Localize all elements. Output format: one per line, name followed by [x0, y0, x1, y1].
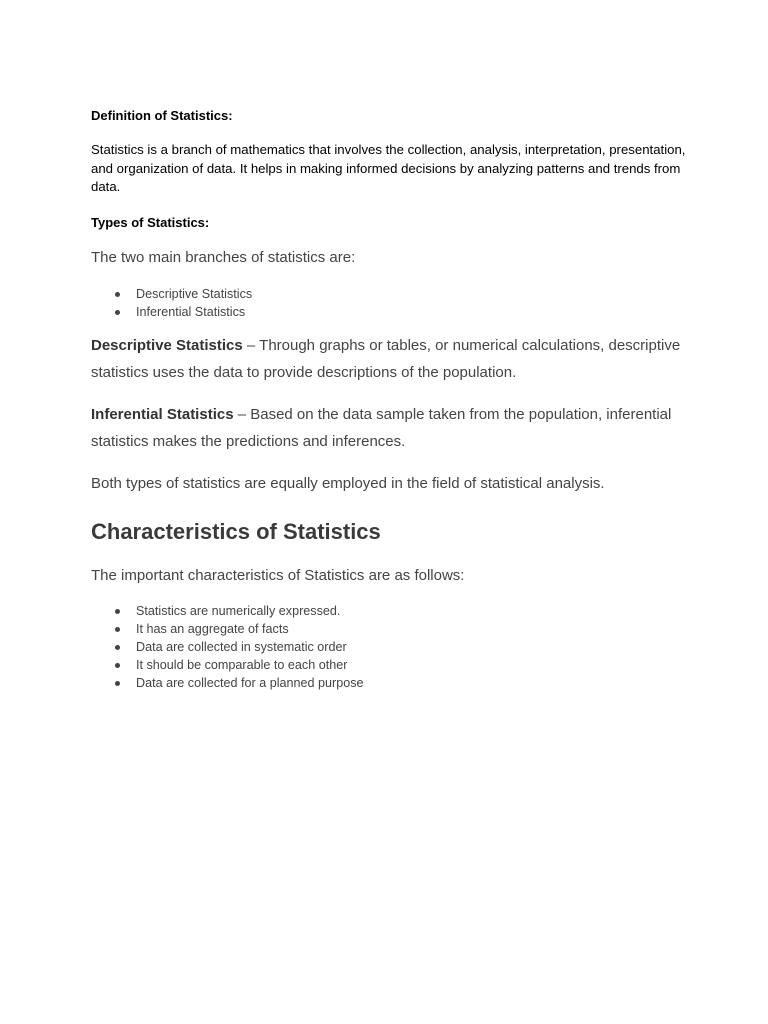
list-item: It has an aggregate of facts — [91, 620, 691, 638]
list-item: Data are collected in systematic order — [91, 638, 691, 656]
types-intro: The two main branches of statistics are: — [91, 248, 356, 266]
bullet-icon — [115, 292, 120, 297]
bullet-icon — [115, 645, 120, 650]
bullet-icon — [115, 310, 120, 315]
inferential-paragraph — [91, 401, 691, 455]
definition-text: Statistics is a branch of mathematics that involves the collection, analysis, interpretation, presentation, and organization of data. It helps in making informed decisions by analyzing patterns and trends from data. — [91, 142, 686, 194]
list-item: Statistics are numerically expressed. — [91, 602, 691, 620]
descriptive-term: Descriptive Statistics — [91, 336, 243, 354]
bullet-icon — [115, 627, 120, 632]
list-item: It should be comparable to each other — [91, 656, 691, 674]
bullet-icon — [115, 609, 120, 614]
descriptive-text: – Through graphs or tables, or numerical calculations, descriptive statistics uses the data to provide descriptions of the population. — [91, 336, 681, 381]
characteristics-intro: The important characteristics of Statistics are as follows: — [91, 566, 465, 584]
types-heading: Types of Statistics: — [91, 214, 210, 230]
list-item: Data are collected for a planned purpose — [91, 674, 691, 692]
bullet-icon — [115, 663, 120, 668]
characteristics-list — [91, 602, 691, 692]
list-item: Descriptive Statistics — [91, 285, 691, 303]
descriptive-paragraph — [91, 332, 691, 386]
characteristics-heading: Characteristics of Statistics — [91, 518, 381, 544]
closing-paragraph: Both types of statistics are equally employed in the field of statistical analysis. — [91, 474, 605, 492]
definition-heading: Definition of Statistics: — [91, 108, 233, 123]
inferential-text: – Based on the data sample taken from the population, inferential statistics makes the predictions and inferences. — [91, 405, 672, 450]
document-page — [91, 108, 691, 692]
inferential-term: Inferential Statistics — [91, 405, 234, 423]
types-list — [91, 285, 691, 321]
list-item: Inferential Statistics — [91, 303, 691, 321]
bullet-icon — [115, 681, 120, 686]
